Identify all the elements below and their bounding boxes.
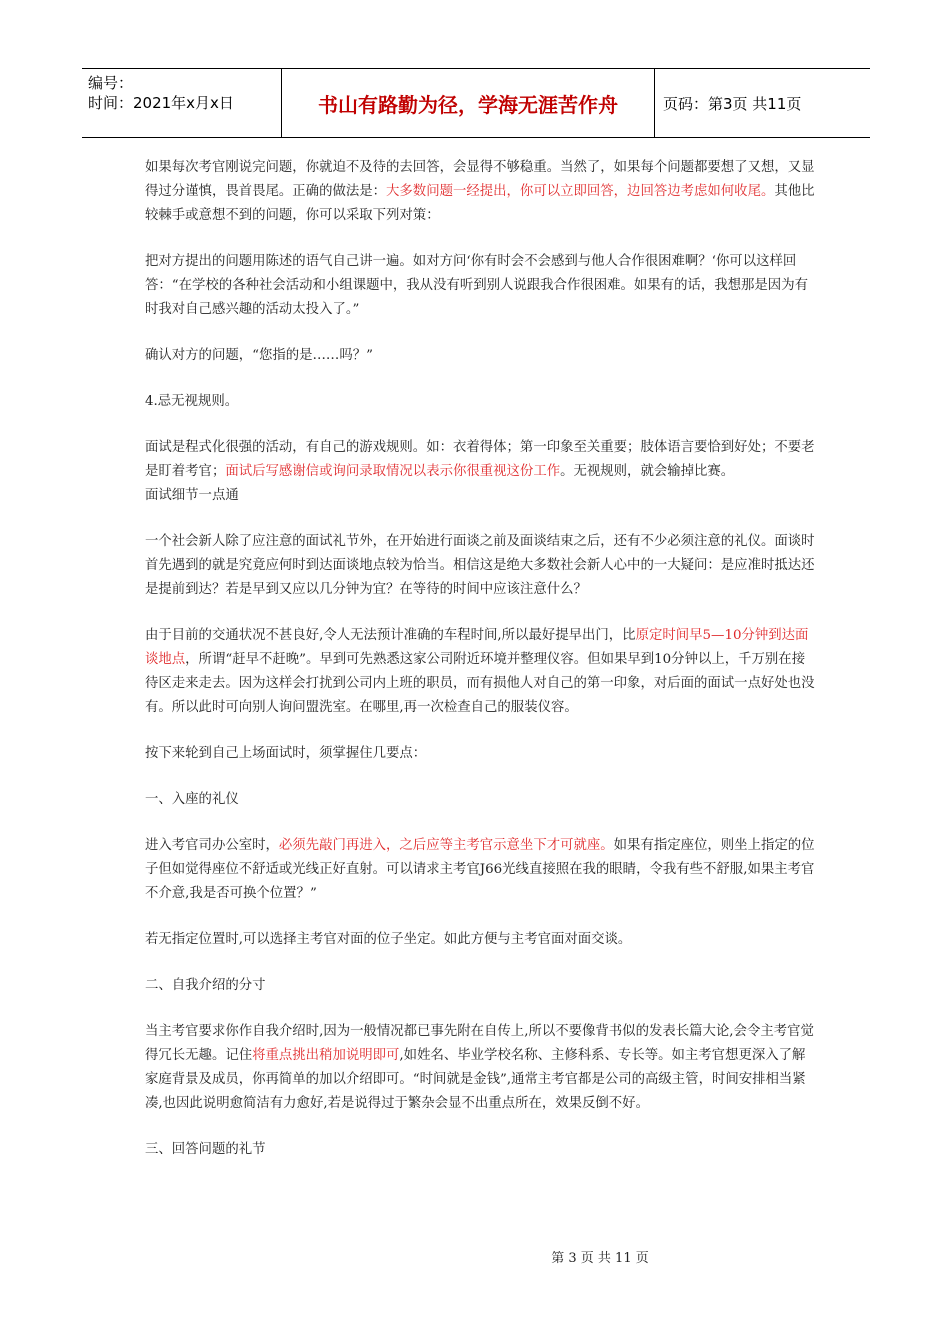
paragraph-text: 确认对方的问题，“您指的是……吗？” xyxy=(145,348,373,363)
highlighted-text: 必须先敲门再进入，之后应等主考官示意坐下才可就座。 xyxy=(278,838,614,853)
paragraph-text: 进入考官司办公室时， xyxy=(145,838,279,853)
highlighted-text: 将重点挑出稍加说明即可 xyxy=(252,1048,400,1063)
header-meta xyxy=(82,69,282,137)
page-footer xyxy=(0,1247,950,1266)
paragraph-text: 4.忌无视规则。 xyxy=(145,394,239,409)
page-header xyxy=(82,68,870,138)
paragraph-text: 一个社会新人除了应注意的面试礼节外，在开始进行面谈之前及面谈结束之后，还有不少必须注意的礼仪。面谈时首先遇到的就是究竟应何时到达面谈地点较为恰当。相信这是绝大多数社会新人心中的一大疑问：是应准时抵达还是提前到达？若是早到又应以几分钟为宜？在等待的时间中应该注意什么？ xyxy=(145,534,815,597)
paragraph-text: 其他比较棘手或意想不到的问题，你可以采取下列对策： xyxy=(145,184,815,223)
paragraph-text: ，所谓“赶早不赶晚”。早到可先熟悉这家公司附近环境并整理仪容。但如果早到10分钟以上，千万别在接待区走来走去。因为这样会打扰到公司内上班的职员，而有损他人对自己的第一印象，对后面的面试一点好处也没有。所以此时可向别人询问盟洗室。在哪里,再一次检查自己的服装仪容。 xyxy=(145,652,815,715)
paragraph-text: 把对方提出的问题用陈述的语气自己讲一遍。如对方问‘你有时会不会感到与他人合作很困难啊？‘你可以这样回答：“在学校的各种社会活动和小组课题中，我从没有听到别人说跟我合作很困难。如果有的话，我想那是因为有时我对自己感兴趣的活动太投入了。” xyxy=(145,254,808,317)
header-page-label: 页码：第3页 共11页 xyxy=(663,94,802,113)
paragraph xyxy=(145,484,815,508)
document-body xyxy=(145,156,815,1184)
number-label: 编号： xyxy=(88,74,134,92)
paragraph xyxy=(145,436,815,484)
paragraph xyxy=(145,530,815,602)
highlighted-text: 大多数问题一经提出，你可以立即回答，边回答边考虑如何收尾。 xyxy=(386,184,775,199)
paragraph-text: 由于目前的交通状况不甚良好,令人无法预计准确的车程时间,所以最好提早出门，比 xyxy=(145,628,636,643)
paragraph xyxy=(145,624,815,720)
paragraph xyxy=(145,156,815,228)
paragraph xyxy=(145,1138,815,1162)
paragraph xyxy=(145,742,815,766)
paragraph xyxy=(145,974,815,998)
highlighted-text: 面试后写感谢信或询问录取情况以表示你很重视这份工作 xyxy=(225,464,561,479)
header-motto: 书山有路勤为径，学海无涯苦作舟 xyxy=(282,69,655,137)
paragraph-text: 三、回答问题的礼节 xyxy=(145,1142,266,1157)
paragraph xyxy=(145,788,815,812)
paragraph-text: 当主考官要求你作自我介绍时,因为一般情况都已事先附在自传上,所以不要像背书似的发表长篇大论,会令主考官觉得冗长无趣。记住 xyxy=(145,1024,814,1063)
paragraph-text: 如果每次考官刚说完问题，你就迫不及待的去回答，会显得不够稳重。当然了，如果每个问题都要想了又想，又显得过分谨慎，畏首畏尾。正确的做法是： xyxy=(145,160,815,199)
paragraph xyxy=(145,390,815,414)
paragraph xyxy=(145,834,815,906)
paragraph xyxy=(145,344,815,368)
paragraph-text: 二、自我介绍的分寸 xyxy=(145,978,266,993)
paragraph xyxy=(145,250,815,322)
paragraph-text: 按下来轮到自己上场面试时，须掌握住几要点： xyxy=(145,746,427,761)
paragraph-text: 如果有指定座位，则坐上指定的位子但如觉得座位不舒适或光线正好直射。可以请求主考官J66光线直接照在我的眼睛，令我有些不舒服,如果主考官不介意,我是否可换个位置？” xyxy=(145,838,815,901)
highlighted-text: 原定时间早5—10分钟到达面谈地点 xyxy=(145,628,809,667)
footer-page-number: 第 3 页 共 11 页 xyxy=(551,1251,649,1266)
paragraph xyxy=(145,1020,815,1116)
paragraph-text: 一、入座的礼仪 xyxy=(145,792,239,807)
paragraph-text: 面试是程式化很强的活动，有自己的游戏规则。如：衣着得体；第一印象至关重要；肢体语言要恰到好处；不要老是盯着考官； xyxy=(145,440,815,479)
paragraph-text: 面试细节一点通 xyxy=(145,488,239,503)
paragraph-text: 。无视规则，就会输掉比赛。 xyxy=(560,464,735,479)
time-label: 时间：2021年x月x日 xyxy=(88,94,234,112)
paragraph-text: ,如姓名、毕业学校名称、主修科系、专长等。如主考官想更深入了解家庭背景及成员，你再简单的加以介绍即可。“时间就是金钱”,通常主考官都是公司的高级主管，时间安排相当紧凑,也因此说明愈简洁有力愈好,若是说得过于繁杂会显不出重点所在，效果反倒不好。 xyxy=(145,1048,806,1111)
paragraph-text: 若无指定位置时,可以选择主考官对面的位子坐定。如此方便与主考官面对面交谈。 xyxy=(145,932,632,947)
paragraph xyxy=(145,928,815,952)
